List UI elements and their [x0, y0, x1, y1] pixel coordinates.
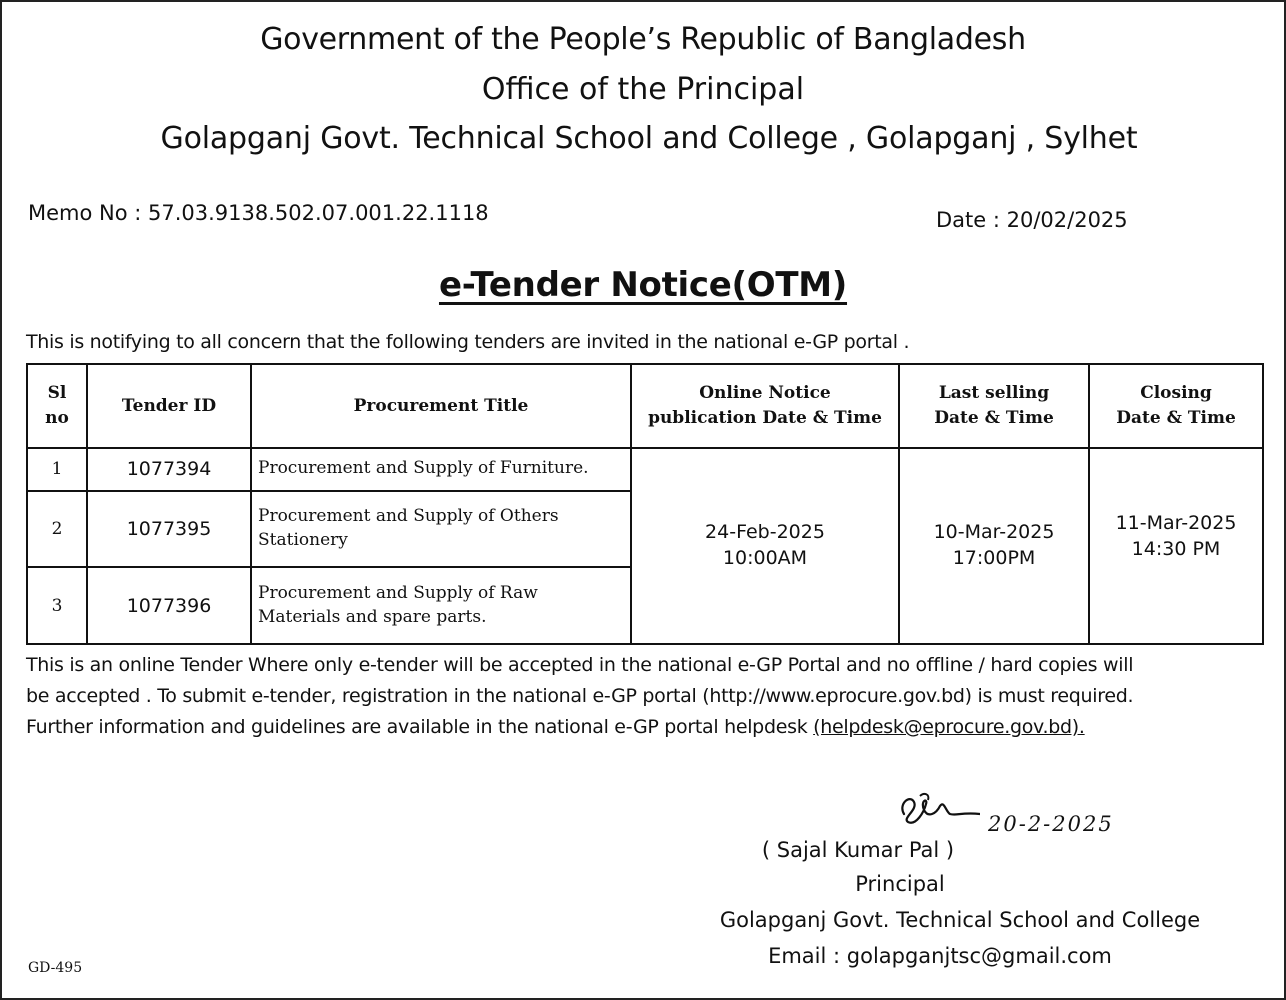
header-closing-line1: Closing: [1140, 383, 1212, 404]
signature-date: 20-2-2025: [988, 812, 1114, 836]
row-title-line1: Procurement and Supply of Raw: [258, 582, 538, 603]
last-selling-date: 10-Mar-2025: [933, 521, 1055, 544]
signatory-designation: Principal: [855, 872, 945, 896]
header-publication-line1: Online Notice: [699, 383, 831, 404]
signatory-name: ( Sajal Kumar Pal ): [761, 838, 955, 862]
closing-time: 14:30 PM: [1131, 537, 1221, 560]
row-title-line1: Procurement and Supply of Others: [258, 506, 559, 527]
government-heading: Government of the People’s Republic of Bangladesh: [260, 22, 1026, 57]
last-selling-datetime: [899, 448, 1089, 644]
header-last-selling-line2: Date & Time: [934, 408, 1054, 428]
header-closing-line2: Date & Time: [1116, 408, 1236, 428]
memo-number: Memo No : 57.03.9138.502.07.001.22.1118: [28, 201, 489, 225]
last-selling-time: 17:00PM: [952, 547, 1036, 569]
row-tender-id: 1077395: [87, 491, 251, 568]
closing-datetime: [1089, 448, 1263, 644]
publication-date: 24-Feb-2025: [705, 521, 825, 544]
form-code: GD-495: [28, 960, 83, 976]
closing-date: 11-Mar-2025: [1115, 512, 1237, 534]
footer-line3-text: Further information and guidelines are available in the national e-GP portal helpdesk: [26, 716, 814, 738]
header-sl-line1: Sl: [47, 383, 67, 404]
intro-text: This is notifying to all concern that the following tenders are invited in the national e-GP portal .: [26, 331, 910, 353]
row-title-line2: Stationery: [258, 529, 348, 550]
header-tender-id: Tender ID: [87, 364, 251, 448]
footer-instructions: [26, 650, 1266, 743]
header-last-selling-line1: Last selling: [938, 383, 1050, 404]
institution-heading: Golapganj Govt. Technical School and College , Golapganj , Sylhet: [160, 121, 1138, 156]
signature-icon: [890, 784, 980, 834]
helpdesk-link[interactable]: (helpdesk@eprocure.gov.bd).: [813, 716, 1085, 738]
header-procurement-title: Procurement Title: [251, 364, 631, 448]
table-header-row: [27, 364, 1263, 448]
publication-datetime: [631, 448, 899, 644]
row-sl: 1: [27, 448, 87, 491]
notice-title: e-Tender Notice(OTM): [438, 265, 848, 305]
table-row: [27, 448, 1263, 491]
row-tender-id: 1077394: [87, 448, 251, 491]
header-sl: [27, 364, 87, 448]
row-title: [251, 448, 631, 491]
signatory-email: Email : golapganjtsc@gmail.com: [768, 944, 1112, 968]
header-publication: [631, 364, 899, 448]
row-sl: 3: [27, 567, 87, 644]
row-title: [251, 491, 631, 568]
footer-line: This is an online Tender Where only e-tender will be accepted in the national e-GP Portal and no offline / hard copies will: [26, 654, 1134, 676]
memo-date: Date : 20/02/2025: [936, 208, 1128, 232]
signatory-organization: Golapganj Govt. Technical School and College: [719, 908, 1201, 932]
footer-line: [26, 712, 1266, 743]
row-sl: 2: [27, 491, 87, 568]
tender-table: [26, 363, 1264, 645]
header-closing: [1089, 364, 1263, 448]
header-publication-line2: publication Date & Time: [648, 408, 882, 428]
row-title-line1: Procurement and Supply of Furniture.: [258, 458, 589, 479]
row-title: [251, 567, 631, 644]
publication-time: 10:00AM: [722, 547, 808, 569]
row-tender-id: 1077396: [87, 567, 251, 644]
header-last-selling: [899, 364, 1089, 448]
footer-line: be accepted . To submit e-tender, registration in the national e-GP portal (http://www.eprocure.gov.bd) is must required.: [26, 685, 1134, 707]
office-heading: Office of the Principal: [481, 72, 805, 107]
row-title-line2: Materials and spare parts.: [258, 606, 487, 627]
header-sl-line2: no: [45, 408, 69, 428]
